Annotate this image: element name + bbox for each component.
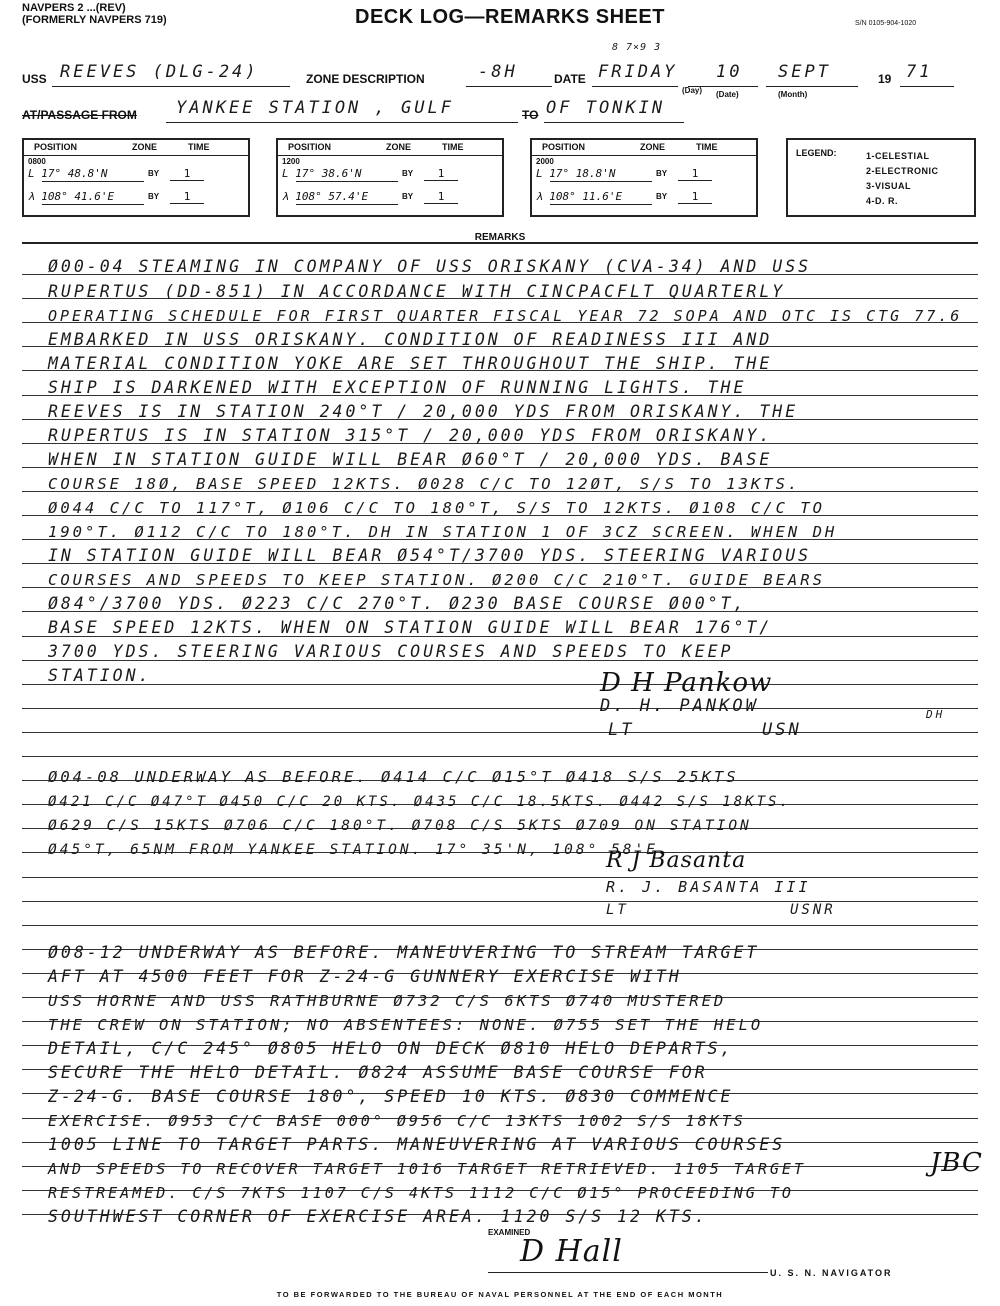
latitude-line bbox=[550, 181, 652, 182]
margin-initials-2: JBC bbox=[930, 1148, 983, 1178]
latitude-by-value: 1 bbox=[170, 167, 204, 181]
position-time: 2000 bbox=[536, 157, 554, 166]
latitude-line bbox=[296, 181, 398, 182]
legend-box bbox=[786, 138, 976, 217]
remark-line: AFT AT 4500 FEET FOR Z-24-G GUNNERY EXERCISE WITH bbox=[48, 967, 682, 986]
date-label: DATE bbox=[554, 72, 586, 86]
remark-line: SECURE THE HELO DETAIL. Ø824 ASSUME BASE COURSE FOR bbox=[48, 1063, 708, 1082]
remark-line: OPERATING SCHEDULE FOR FIRST QUARTER FISCAL YEAR 72 SOPA AND OTC IS CTG 77.6 bbox=[48, 307, 963, 325]
legend-item-celestial: 1-CELESTIAL bbox=[866, 151, 930, 161]
zone-label: ZONE DESCRIPTION bbox=[306, 72, 425, 86]
navigator-signature-line[interactable] bbox=[488, 1272, 768, 1273]
day-sub: (Day) bbox=[682, 86, 703, 95]
latitude-by-value: 1 bbox=[424, 167, 458, 181]
navigator-label: U. S. N. NAVIGATOR bbox=[770, 1268, 893, 1278]
date-value: 10 bbox=[716, 62, 743, 82]
position-header bbox=[532, 140, 756, 156]
remark-line: 1005 LINE TO TARGET PARTS. MANEUVERING AT VARIOUS COURSES bbox=[48, 1135, 786, 1154]
by-label: BY bbox=[656, 192, 668, 201]
remark-line: MATERIAL CONDITION YOKE ARE SET THROUGHOUT THE SHIP. THE bbox=[48, 354, 773, 373]
passage-value: YANKEE STATION , GULF bbox=[176, 98, 454, 118]
latitude-by-value: 1 bbox=[678, 167, 712, 181]
legend-item-visual: 3-VISUAL bbox=[866, 181, 912, 191]
position-box-0800 bbox=[22, 138, 250, 217]
month-sub: (Month) bbox=[778, 90, 808, 99]
position-time: 1200 bbox=[282, 157, 300, 166]
longitude-value: λ 108° 11.6'E bbox=[536, 190, 623, 203]
ruled-line bbox=[22, 925, 978, 926]
navigator-signature: D Hall bbox=[520, 1234, 623, 1269]
signer-rank: LT bbox=[608, 720, 635, 740]
remark-line: Z-24-G. BASE COURSE 180°, SPEED 10 KTS. Ø830 COMMENCE bbox=[48, 1087, 734, 1106]
longitude-line bbox=[42, 204, 144, 205]
signer-service: USNR bbox=[790, 902, 836, 918]
by-label: BY bbox=[402, 169, 414, 178]
form-id bbox=[22, 2, 167, 26]
remarks-top-rule bbox=[22, 242, 978, 244]
position-header-zone: ZONE bbox=[132, 142, 158, 152]
longitude-line bbox=[296, 204, 398, 205]
remark-line: WHEN IN STATION GUIDE WILL BEAR Ø60°T / 20,000 YDS. BASE bbox=[48, 450, 773, 469]
latitude-value: L 17° 38.6'N bbox=[282, 167, 362, 180]
by-label: BY bbox=[402, 192, 414, 201]
remark-line: Ø45°T, 65NM FROM YANKEE STATION. 17° 35'N, 108° 58'E. bbox=[48, 842, 670, 858]
day-value: FRIDAY bbox=[598, 62, 678, 82]
remark-line: RESTREAMED. C/S 7KTS 1107 C/S 4KTS 1112 C/C Ø15° PROCEEDING TO bbox=[48, 1184, 794, 1202]
longitude-line bbox=[550, 204, 652, 205]
uss-label: USS bbox=[22, 72, 47, 86]
remark-line: SOUTHWEST CORNER OF EXERCISE AREA. 1120 S/S 12 KTS. bbox=[48, 1207, 708, 1226]
top-scribble: 8 7×9 3 bbox=[612, 42, 662, 53]
signature-pankow: D H Pankow bbox=[600, 668, 773, 698]
remark-line: RUPERTUS IS IN STATION 315°T / 20,000 YDS FROM ORISKANY. bbox=[48, 426, 773, 445]
position-header-time: TIME bbox=[696, 142, 718, 152]
signer-rank: LT bbox=[606, 902, 629, 918]
remark-line: COURSES AND SPEEDS TO KEEP STATION. Ø200 C/C 210°T. GUIDE BEARS bbox=[48, 571, 825, 589]
remark-line: 190°T. Ø112 C/C TO 180°T. DH IN STATION 1 OF 3CZ SCREEN. WHEN DH bbox=[48, 523, 838, 541]
remark-line: STATION. bbox=[48, 666, 152, 685]
signer-name: D. H. PANKOW bbox=[600, 696, 759, 716]
stock-number: S/N 0105-904-1020 bbox=[855, 20, 917, 27]
remark-line: THE CREW ON STATION; NO ABSENTEES: NONE. Ø755 SET THE HELO bbox=[48, 1016, 764, 1034]
longitude-by-value: 1 bbox=[170, 190, 204, 204]
remark-line: Ø04-08 UNDERWAY AS BEFORE. Ø414 C/C Ø15°T Ø418 S/S 25KTS bbox=[48, 768, 739, 786]
remark-line: AND SPEEDS TO RECOVER TARGET 1016 TARGET RETRIEVED. 1105 TARGET bbox=[48, 1160, 806, 1178]
ruled-line bbox=[22, 877, 978, 878]
to-value: OF TONKIN bbox=[546, 98, 666, 118]
by-label: BY bbox=[148, 192, 160, 201]
remark-line: DETAIL, C/C 245° Ø805 HELO ON DECK Ø810 HELO DEPARTS, bbox=[48, 1039, 734, 1058]
ruled-line bbox=[22, 732, 978, 733]
position-header bbox=[278, 140, 502, 156]
date-sub: (Date) bbox=[716, 90, 739, 99]
footer-note: TO BE FORWARDED TO THE BUREAU OF NAVAL PERSONNEL AT THE END OF EACH MONTH bbox=[276, 1290, 724, 1299]
ruled-line bbox=[22, 708, 978, 709]
position-header-zone: ZONE bbox=[640, 142, 666, 152]
year-value: 71 bbox=[906, 62, 933, 82]
position-header-position: POSITION bbox=[288, 142, 332, 152]
signer-name: R. J. BASANTA III bbox=[606, 878, 811, 896]
position-box-1200 bbox=[276, 138, 504, 217]
passage-label-text: AT/PASSAGE FROM bbox=[22, 108, 137, 122]
remark-line: EXERCISE. Ø953 C/C BASE 000° Ø956 C/C 13KTS 1002 S/S 18KTS bbox=[48, 1112, 746, 1130]
longitude-by-value: 1 bbox=[424, 190, 458, 204]
longitude-value: λ 108° 41.6'E bbox=[28, 190, 115, 203]
remark-line: REEVES IS IN STATION 240°T / 20,000 YDS FROM ORISKANY. THE bbox=[48, 402, 799, 421]
position-time: 0800 bbox=[28, 157, 46, 166]
remarks-title: REMARKS bbox=[474, 232, 526, 243]
remark-line: Ø84°/3700 YDS. Ø223 C/C 270°T. Ø230 BASE COURSE Ø00°T, bbox=[48, 594, 747, 613]
remark-line: Ø08-12 UNDERWAY AS BEFORE. MANEUVERING TO STREAM TARGET bbox=[48, 943, 760, 962]
form-id-line1: NAVPERS 2 ...(REV) bbox=[22, 2, 126, 14]
ruled-line bbox=[22, 684, 978, 685]
to-label-text: TO bbox=[522, 108, 539, 122]
remark-line: SHIP IS DARKENED WITH EXCEPTION OF RUNNING LIGHTS. THE bbox=[48, 378, 747, 397]
remark-line: Ø421 C/C Ø47°T Ø450 C/C 20 KTS. Ø435 C/C 18.5KTS. Ø442 S/S 18KTS. bbox=[48, 794, 791, 810]
position-header bbox=[24, 140, 248, 156]
form-id-line2: (FORMERLY NAVPERS 719) bbox=[22, 14, 167, 26]
position-header-position: POSITION bbox=[34, 142, 78, 152]
remark-line: 3700 YDS. STEERING VARIOUS COURSES AND SPEEDS TO KEEP bbox=[48, 642, 734, 661]
position-box-2000 bbox=[530, 138, 758, 217]
longitude-by-value: 1 bbox=[678, 190, 712, 204]
signature-basanta: R J Basanta bbox=[606, 848, 747, 873]
to-label bbox=[522, 108, 538, 122]
remark-line: Ø00-04 STEAMING IN COMPANY OF USS ORISKANY (CVA-34) AND USS bbox=[48, 257, 812, 276]
form-title: DECK LOG—REMARKS SHEET bbox=[355, 6, 665, 28]
position-header-time: TIME bbox=[188, 142, 210, 152]
remark-line: Ø629 C/S 15KTS Ø706 C/C 180°T. Ø708 C/S 5KTS Ø709 ON STATION bbox=[48, 818, 752, 834]
position-header-position: POSITION bbox=[542, 142, 586, 152]
legend-item-electronic: 2-ELECTRONIC bbox=[866, 166, 939, 176]
passage-label bbox=[22, 108, 137, 122]
longitude-value: λ 108° 57.4'E bbox=[282, 190, 369, 203]
remark-line: IN STATION GUIDE WILL BEAR Ø54°T/3700 YDS. STEERING VARIOUS bbox=[48, 546, 812, 565]
position-header-time: TIME bbox=[442, 142, 464, 152]
remark-line: USS HORNE AND USS RATHBURNE Ø732 C/S 6KTS Ø740 MUSTERED bbox=[48, 992, 727, 1010]
latitude-line bbox=[42, 181, 144, 182]
latitude-value: L 17° 18.8'N bbox=[536, 167, 616, 180]
remark-line: BASE SPEED 12KTS. WHEN ON STATION GUIDE WILL BEAR 176°T/ bbox=[48, 618, 773, 637]
by-label: BY bbox=[148, 169, 160, 178]
month-value: SEPT bbox=[778, 62, 831, 82]
remark-line: Ø044 C/C TO 117°T, Ø106 C/C TO 180°T, S/S TO 12KTS. Ø108 C/C TO bbox=[48, 499, 825, 517]
year-prefix: 19 bbox=[878, 72, 892, 86]
latitude-value: L 17° 48.8'N bbox=[28, 167, 108, 180]
margin-initials-1: DH bbox=[926, 708, 946, 721]
position-header-zone: ZONE bbox=[386, 142, 412, 152]
zone-value: -8H bbox=[478, 62, 518, 82]
legend-item-dr: 4-D. R. bbox=[866, 196, 899, 206]
remark-line: RUPERTUS (DD-851) IN ACCORDANCE WITH CINCPACFLT QUARTERLY bbox=[48, 282, 786, 301]
signer-service: USN bbox=[762, 720, 802, 740]
by-label: BY bbox=[656, 169, 668, 178]
legend-title: LEGEND: bbox=[796, 148, 837, 158]
remark-line: EMBARKED IN USS ORISKANY. CONDITION OF READINESS III AND bbox=[48, 330, 773, 349]
remark-line: COURSE 18Ø, BASE SPEED 12KTS. Ø028 C/C TO 12ØT, S/S TO 13KTS. bbox=[48, 475, 801, 493]
ruled-line bbox=[22, 756, 978, 757]
uss-value: REEVES (DLG-24) bbox=[60, 62, 259, 82]
examined-label: EXAMINED bbox=[488, 1228, 531, 1237]
